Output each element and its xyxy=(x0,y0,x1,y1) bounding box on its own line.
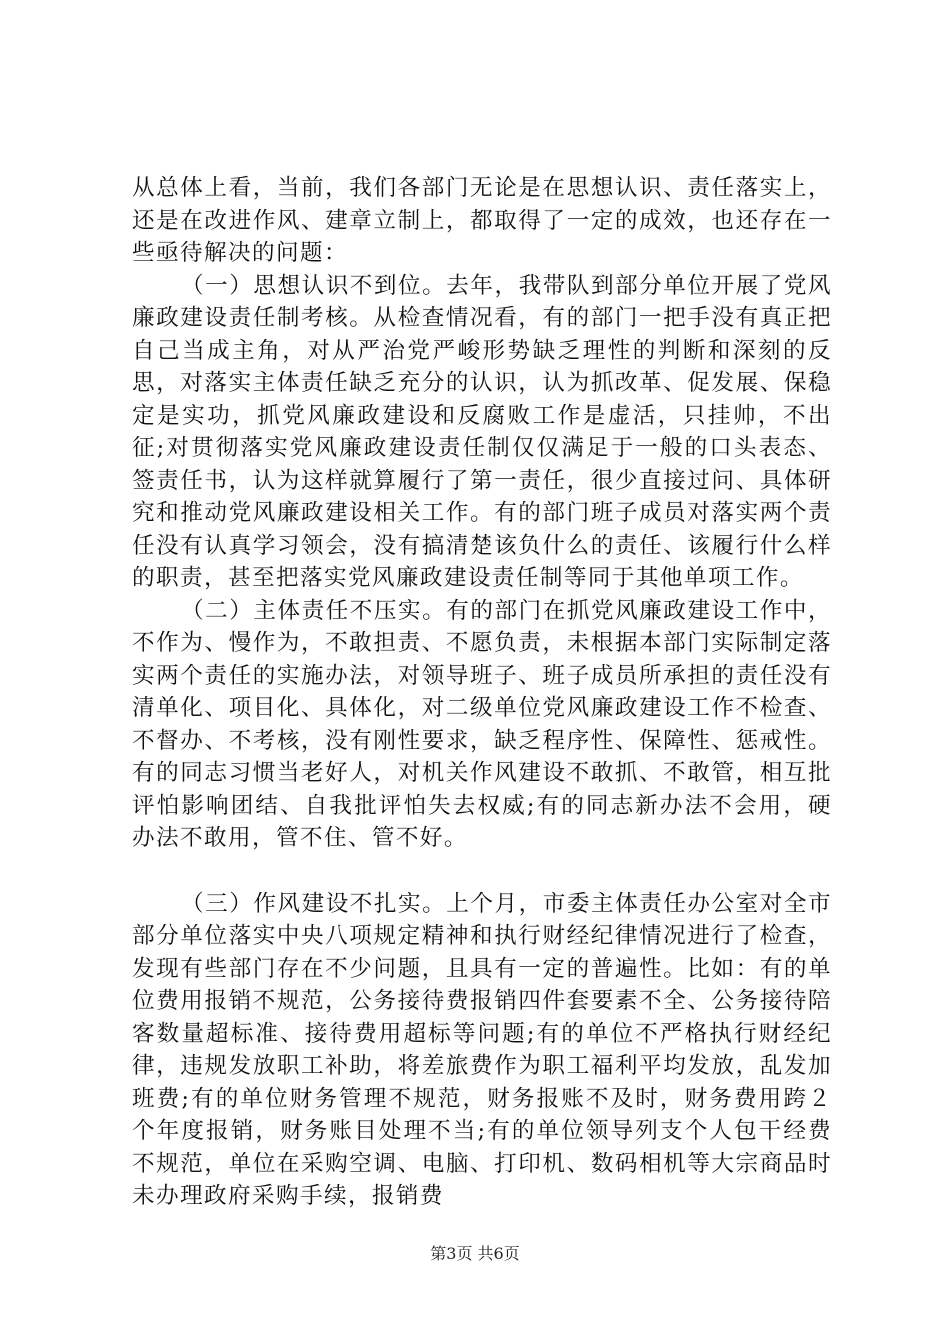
paragraph-section-1: （一）思想认识不到位。去年，我带队到部分单位开展了党风廉政建设责任制考核。从检查情况看，有的部门一把手没有真正把自己当成主角，对从严治党严峻形势缺乏理性的判断和深刻的反思，对落实主体责任缺乏充分的认识，认为抓改革、促发展、保稳定是实功，抓党风廉政建设和反腐败工作是虚活，只挂帅，不出征;对贯彻落实党风廉政建设责任制仅仅满足于一般的口头表态、签责任书，认为这样就算履行了第一责任，很少直接过问、具体研究和推动党风廉政建设相关工作。有的部门班子成员对落实两个责任没有认真学习领会，没有搞清楚该负什么的责任、该履行什么样的职责，甚至把落实党风廉政建设责任制等同于其他单项工作。 xyxy=(132,272,832,591)
document-body xyxy=(132,172,832,1213)
paragraph-section-3: （三）作风建设不扎实。上个月，市委主体责任办公室对全市部分单位落实中央八项规定精神和执行财经纪律情况进行了检查，发现有些部门存在不少问题，且具有一定的普遍性。比如：有的单位费用报销不规范，公务接待费报销四件套要素不全、公务接待陪客数量超标准、接待费用超标等问题;有的单位不严格执行财经纪律，违规发放职工补助，将差旅费作为职工福利平均发放，乱发加班费;有的单位财务管理不规范，财务报账不及时，财务费用跨２个年度报销，财务账目处理不当;有的单位领导列支个人包干经费不规范，单位在采购空调、电脑、打印机、数码相机等大宗商品时未办理政府采购手续，报销费 xyxy=(132,890,832,1209)
paragraph-spacer xyxy=(132,855,832,888)
paragraph-intro: 从总体上看，当前，我们各部门无论是在思想认识、责任落实上，还是在改进作风、建章立制上，都取得了一定的成效，也还存在一些亟待解决的问题： xyxy=(132,175,832,266)
paragraph-section-2: （二）主体责任不压实。有的部门在抓党风廉政建设工作中，不作为、慢作为，不敢担责、不愿负责，未根据本部门实际制定落实两个责任的实施办法，对领导班子、班子成员所承担的责任没有清单化、项目化、具体化，对二级单位党风廉政建设工作不检查、不督办、不考核，没有刚性要求，缺乏程序性、保障性、惩戒性。有的同志习惯当老好人，对机关作风建设不敢抓、不敢管，相互批评怕影响团结、自我批评怕失去权威;有的同志新办法不会用，硬办法不敢用，管不住、管不好。 xyxy=(132,597,832,851)
page-number-footer: 第3页 共6页 xyxy=(430,1244,520,1263)
